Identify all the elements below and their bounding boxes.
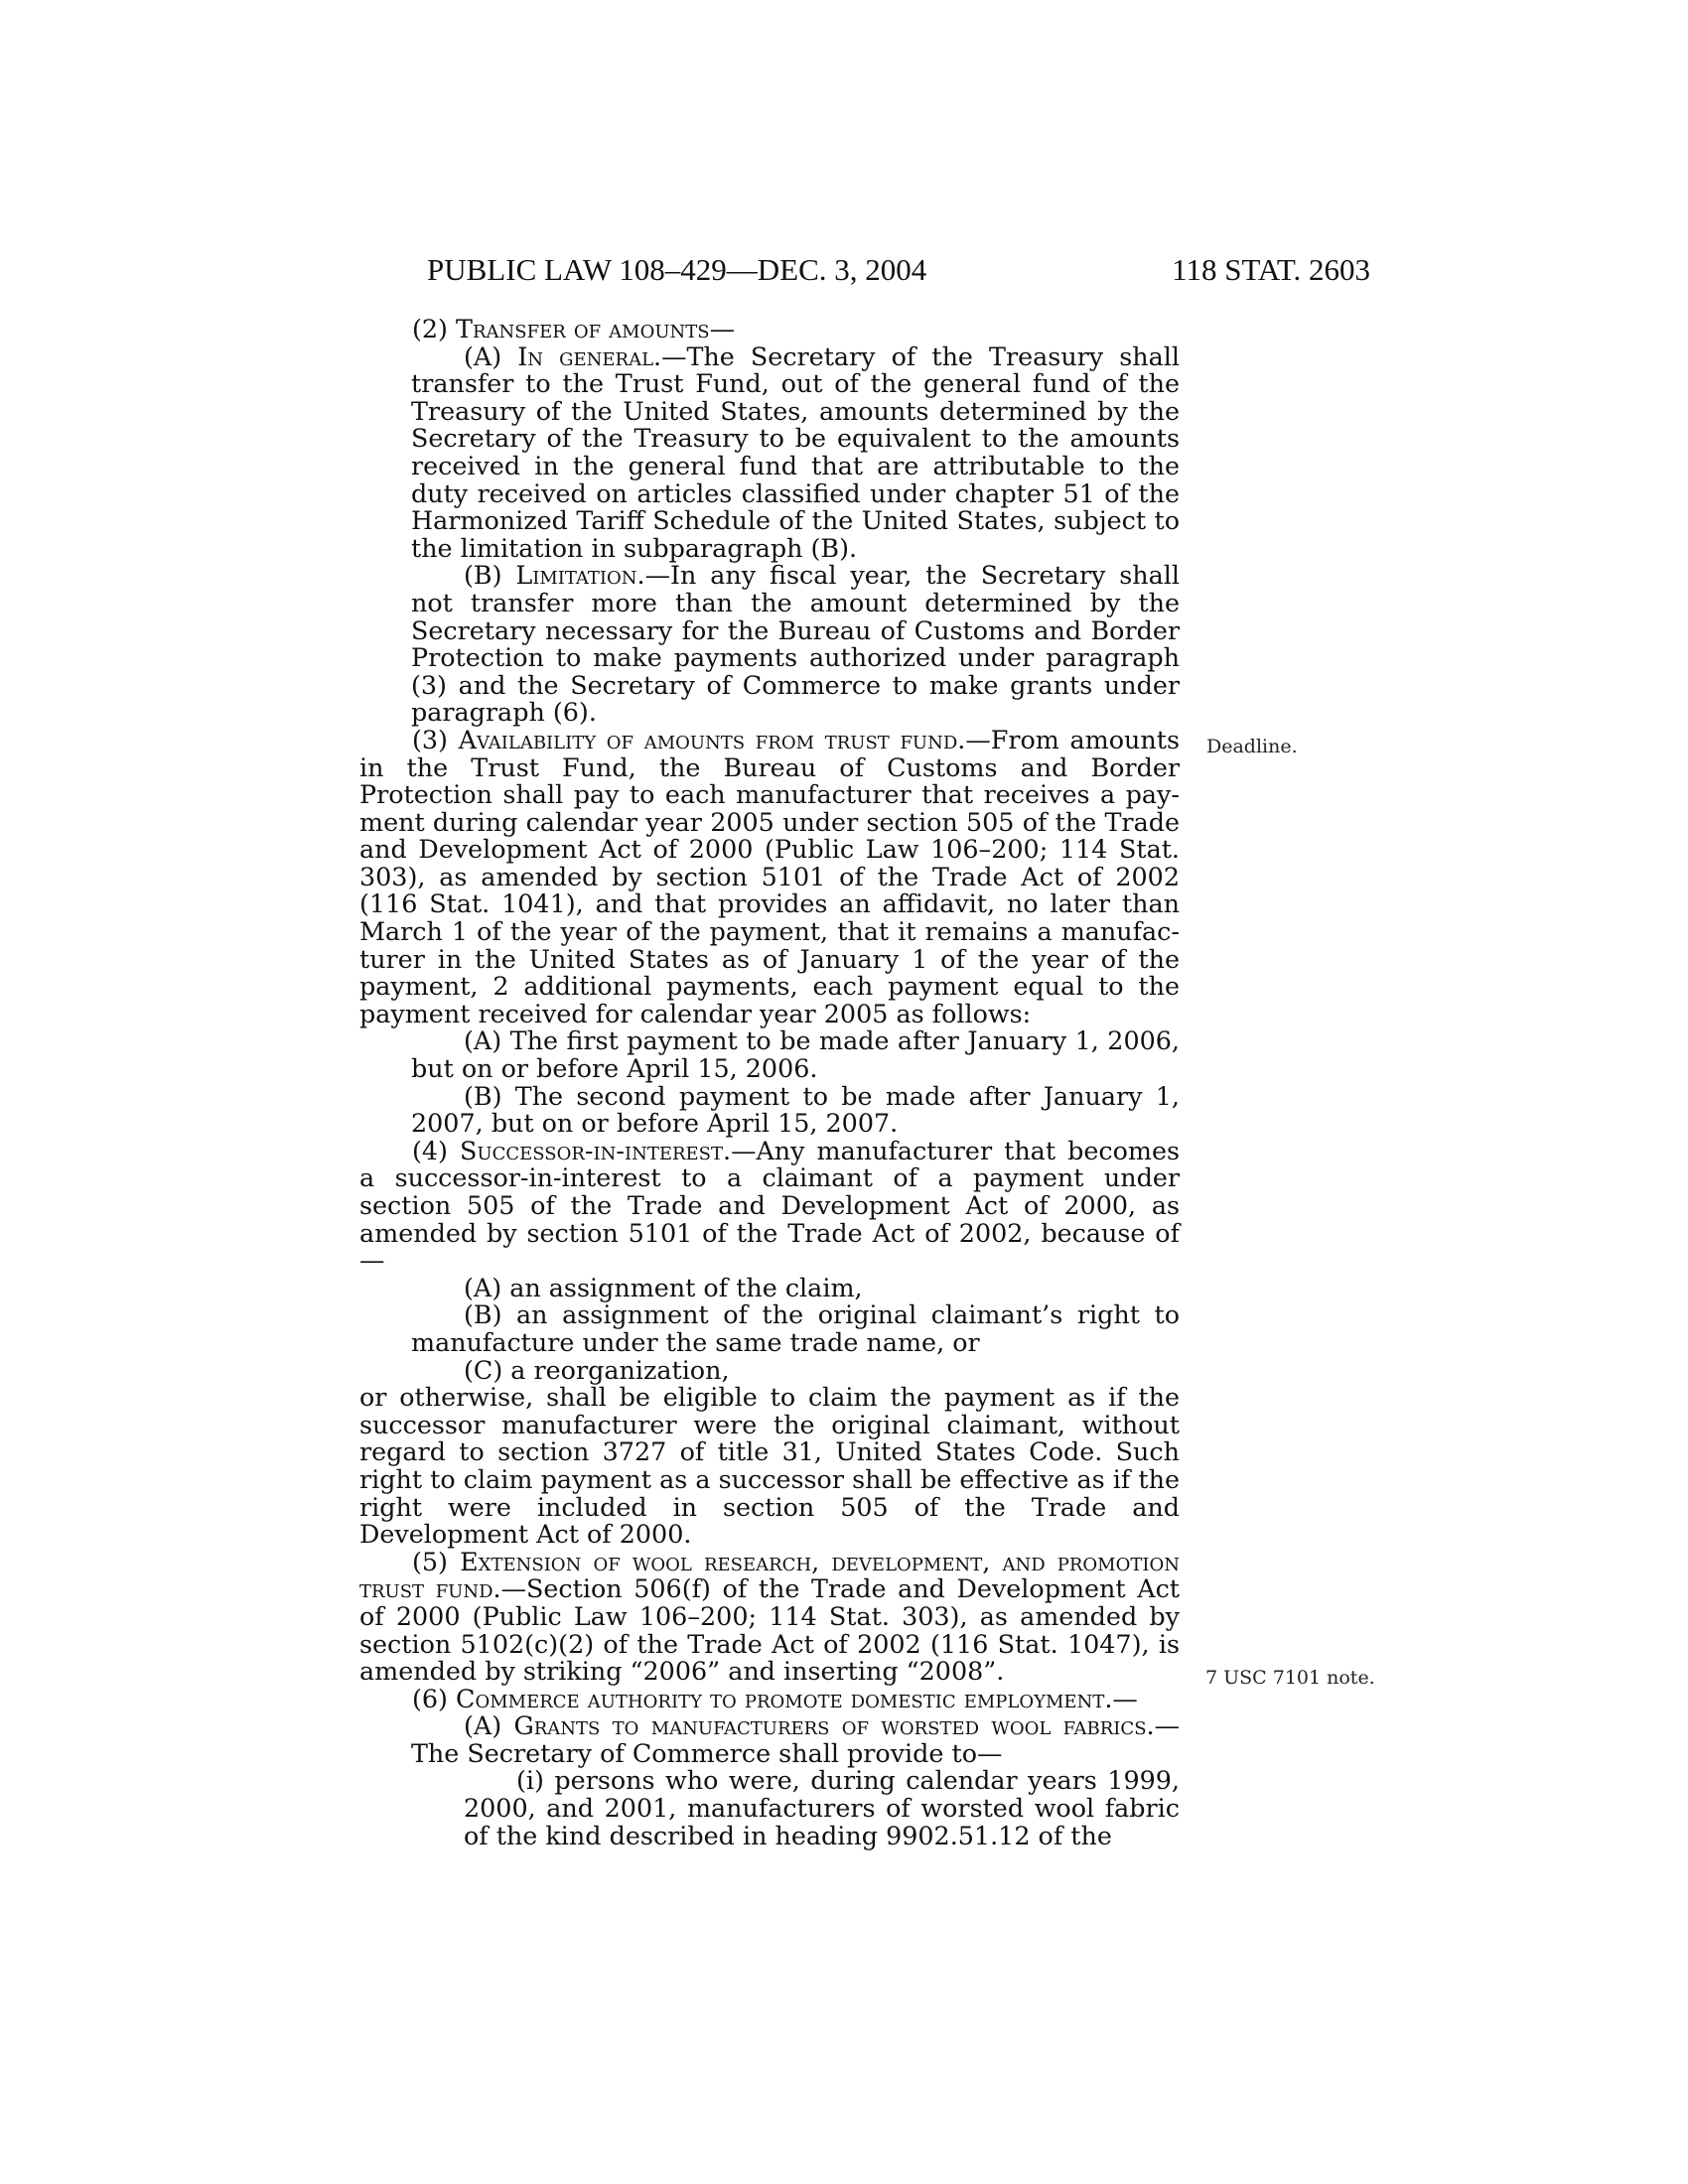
subparagraph-2a-in-general: (A) In general.—The Secretary of the Treasury shall transfer to the Trust Fund, out of the general fund of the Treasury of the United States, amounts determined by the Secretary of the Treasury to be equivalent to the amounts received in the general fund that are attributable to the duty received on articles classified under chapter 51 of the Harmonized Tariff Schedule of the United States, subject to the limitation in subparagraph (B). <box>411 341 1180 563</box>
subparagraph-3a-first-payment: (A) The first payment to be made after January 1, 2006, but on or before April 15, 2006. <box>411 1025 1180 1084</box>
public-law-title: PUBLIC LAW 108–429—DEC. 3, 2004 <box>427 252 927 287</box>
margin-note-deadline: Deadline. <box>1206 736 1298 757</box>
subparagraph-4b-assignment-right: (B) an assignment of the original claimant’s right to manufacture under the same trade name, or <box>411 1299 1180 1357</box>
statute-page-reference: 118 STAT. 2603 <box>1172 252 1370 287</box>
subparagraph-4c-reorganization: (C) a reorganization, <box>464 1354 730 1385</box>
paragraph-6-commerce-authority: (6) Commerce authority to promote domestic employment.— <box>412 1683 1138 1713</box>
subparagraph-3b-second-payment: (B) The second payment to be made after January 1, 2007, but on or before April 15, 2007. <box>411 1080 1180 1139</box>
subparagraph-6a-grants: (A) Grants to manufacturers of worsted wool fabrics.—The Secretary of Commerce shall provide to— <box>411 1710 1180 1768</box>
paragraph-4-continuation: or otherwise, shall be eligible to claim the payment as if the successor manufacturer were the original claimant, without regard to section 3727 of title 31, United States Code. Such right to claim payment as a successor shall be effective as if the right were included in section 505 of the Trade and Development Act of 2000. <box>359 1382 1180 1550</box>
running-head <box>427 250 1370 290</box>
paragraph-5-extension-wool-trust-fund: (5) Extension of wool research, development, and promotion trust fund.—Section 506(f) of the Trade and Development Act of 2000 (Public Law 106–200; 114 Stat. 303), as amended by section 5102(c)(2) of the Trade Act of 2002 (116 Stat. 1047), is amended by striking “2006” and inserting “2008”. <box>359 1546 1180 1687</box>
paragraph-2-transfer-of-amounts: (2) Transfer of amounts— <box>412 314 736 343</box>
subparagraph-4a-assignment: (A) an assignment of the claim, <box>464 1272 863 1302</box>
subparagraph-2b-limitation: (B) Limitation.—In any fiscal year, the Secretary shall not transfer more than the amount determined by the Secretary necessary for the Bureau of Customs and Border Protection to make payments authorized under paragraph (3) and the Secretary of Commerce to make grants under paragraph (6). <box>411 560 1180 728</box>
paragraph-3-availability: (3) Availability of amounts from trust fund.—From amounts in the Trust Fund, the Bureau of Customs and Border Protection shall pay to each manufacturer that receives a payment during calendar year 2005 under section 505 of the Trade and Development Act of 2000 (Public Law 106–200; 114 Stat. 303), as amended by section 5101 of the Trade Act of 2002 (116 Stat. 1041), and that provides an affidavit, no later than March 1 of the year of the payment, that it remains a manufacturer in the United States as of January 1 of the year of the payment, 2 additional payments, each payment equal to the payment received for calendar year 2005 as follows: <box>359 724 1180 1028</box>
margin-note-usc-citation: 7 USC 7101 note. <box>1205 1667 1375 1689</box>
paragraph-4-successor-in-interest: (4) Successor-in-interest.—Any manufacturer that becomes a successor-in-interest to a claimant of a payment under section 505 of the Trade and Development Act of 2000, as amended by section 5101 of the Trade Act of 2002, because of— <box>359 1135 1180 1276</box>
clause-6a-i-persons: (i) persons who were, during calendar years 1999, 2000, and 2001, manufacturers of worsted wool fabric of the kind described in heading 9902.51.12 of the <box>464 1765 1180 1850</box>
document-body <box>359 316 1180 1849</box>
